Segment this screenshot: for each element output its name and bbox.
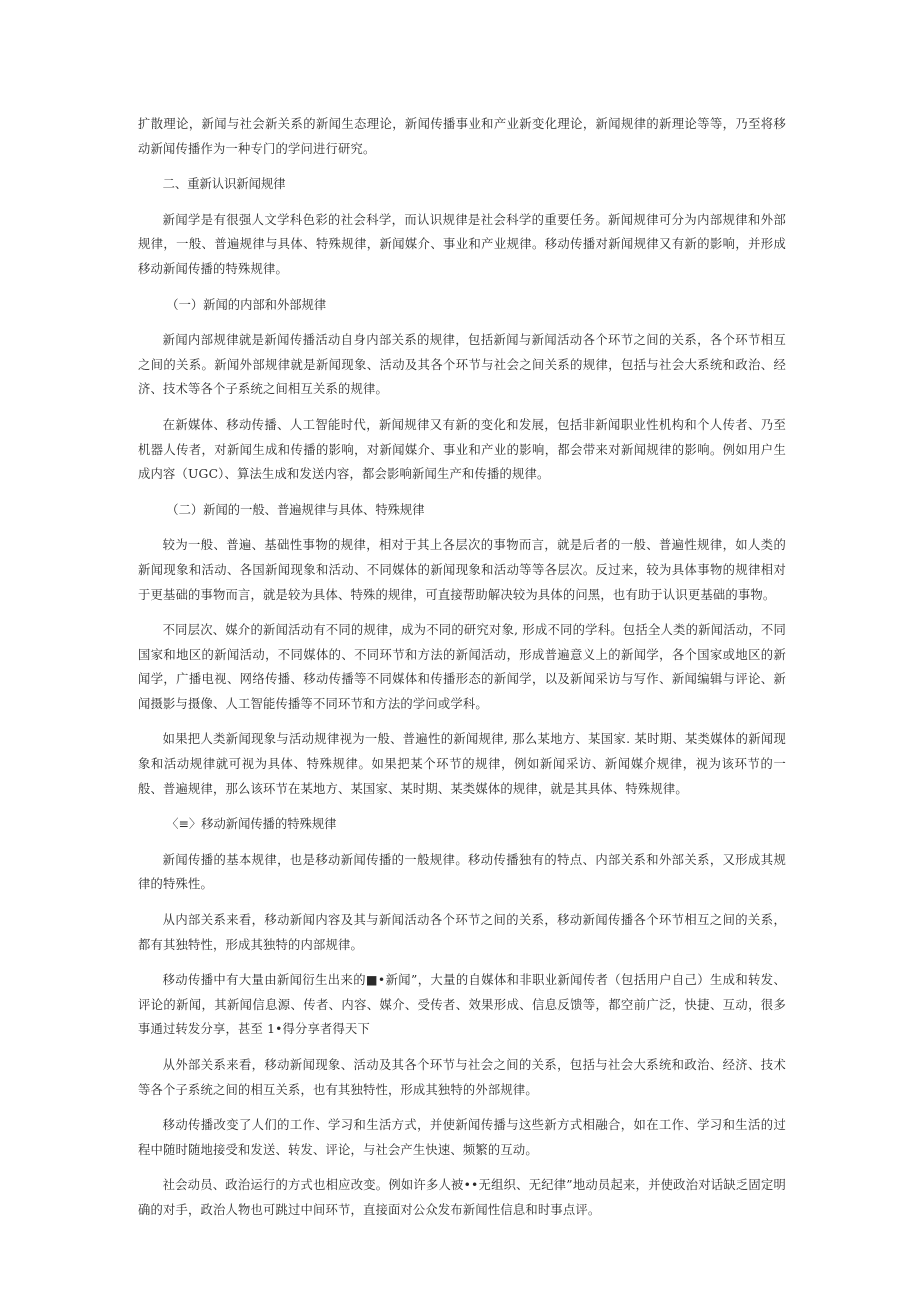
paragraph-intro-news-laws: 新闻学是有很强人文学科色彩的社会科学，而认识规律是社会科学的重要任务。新闻规律可分为内部规律和外部规律，一般、普遍规律与具体、特殊规律，新闻媒介、事业和产业规律。移动传播对新闻规律又有新的影响，并形成移动新闻传播的特殊规律。 xyxy=(138,212,786,276)
document-page xyxy=(138,112,786,1234)
paragraph-internal-relations: 从内部关系来看，移动新闻内容及其与新闻活动各个环节之间的关系，移动新闻传播各个环节相互之间的关系，都有其独特性，形成其独特的内部规律。 xyxy=(138,913,786,952)
paragraph-general-laws: 较为一般、普遍、基础性事物的规律，相对于其上各层次的事物而言，就是后者的一般、普遍性规律，如人类的新闻现象和活动、各国新闻现象和活动、不同媒体的新闻现象和活动等等各层次。反过来，较为具体事物的规律相对于更基础的事物而言，就是较为具体、特殊的规律，可直接帮助解决较为具体的问黑，也有助于认识更基础的事物。 xyxy=(138,538,786,602)
subheading-internal-external-laws: （一）新闻的内部和外部规律 xyxy=(166,297,327,312)
paragraph-lifestyle-change: 移动传播改变了人们的工作、学习和生活方式，并使新闻传播与这些新方式相融合，如在工作、学习和生活的过程中随时随地接受和发送、转发、评论，与社会产生快速、频繁的互动。 xyxy=(138,1118,786,1157)
paragraph-continued: 扩散理论，新闻与社会新关系的新闻生态理论，新闻传播事业和产业新变化理论，新闻规律的新理论等等，乃至将移动新闻传播作为一种专门的学问进行研究。 xyxy=(138,117,786,156)
paragraph-new-media-era: 在新媒体、移动传播、人工智能时代，新闻规律又有新的变化和发展，包括非新闻职业性机构和个人传者、乃至机器人传者，对新闻生成和传播的影响，对新闻媒介、事业和产业的影响，都会带来对新闻规律的影响。例如用户生成内容（UGC）、算法生成和发送内容，都会影响新闻生产和传播的规律。 xyxy=(138,417,786,482)
subheading-mobile-special-laws: 〈≡〉移动新闻传播的特殊规律 xyxy=(166,817,337,832)
subheading-general-specific-laws: （二）新闻的一般、普遍规律与具体、特殊规律 xyxy=(166,502,425,517)
paragraph-social-mobilization: 社会动员、政治运行的方式也相应改变。例如许多人被••无组织、无纪律”地动员起来，并使政治对话缺乏固定明确的对手，政治人物也可跳过中间环节，直接面对公众发布新闻性信息和时事点评。 xyxy=(138,1178,786,1217)
paragraph-external-relations: 从外部关系来看，移动新闻现象、活动及其各个环节与社会之间的关系，包括与社会大系统和政治、经济、技术等各个子系统之间的相互关系，也有其独特性，形成其独特的外部规律。 xyxy=(138,1058,786,1097)
section-heading-rethink-news-laws: 二、重新认识新闻规律 xyxy=(162,177,286,192)
paragraph-different-levels: 不同层次、媒介的新闻活动有不同的规律，成为不同的研究对象, 形成不同的学科。包括全人类的新闻活动，不同国家和地区的新闻活动，不同媒体的、不同环节和方法的新闻活动，形成普遍意义上的新闻学，各个国家或地区的新闻学，广播电视、网络传播、移动传播等不同媒体和传播形态的新闻学，以及新闻采访与写作、新闻编辑与评论、新闻摄影与摄像、人工智能传播等不同环节和方法的学问或学科。 xyxy=(138,623,786,711)
paragraph-internal-external: 新闻内部规律就是新闻传播活动自身内部关系的规律，包括新闻与新闻活动各个环节之间的关系，各个环节相互之间的关系。新闻外部规律就是新闻现象、活动及其各个环节与社会之间关系的规律，包括与社会大系统和政治、经济、技术等各个子系统之间相互关系的规律。 xyxy=(138,333,786,397)
paragraph-derived-news: 移动传播中有大量由新闻衍生出来的■•新闻”，大量的自媒体和非职业新闻传者（包括用户自己）生成和转发、评论的新闻，其新闻信息源、传者、内容、媒介、受传者、效果形成、信息反馈等，都空前广泛，快捷、互动，很多事通过转发分享，甚至 1•得分享者得天下 xyxy=(138,973,786,1037)
paragraph-basic-laws: 新闻传播的基本规律，也是移动新闻传播的一般规律。移动传播独有的特点、内部关系和外部关系，又形成其规律的特殊性。 xyxy=(138,852,786,892)
paragraph-human-news-laws: 如果把人类新闻现象与活动规律视为一般、普遍性的新闻规律, 那么某地方、某国家. 某时期、某类媒体的新闻现象和活动规律就可视为具体、特殊规律。如果把某个环节的规律，例如新闻采访、新闻媒介规律，视为该环节的一般、普遍规律，那么该环节在某地方、某国家、某时期、某类媒体的规律，就是其具体、特殊规律。 xyxy=(138,732,786,796)
